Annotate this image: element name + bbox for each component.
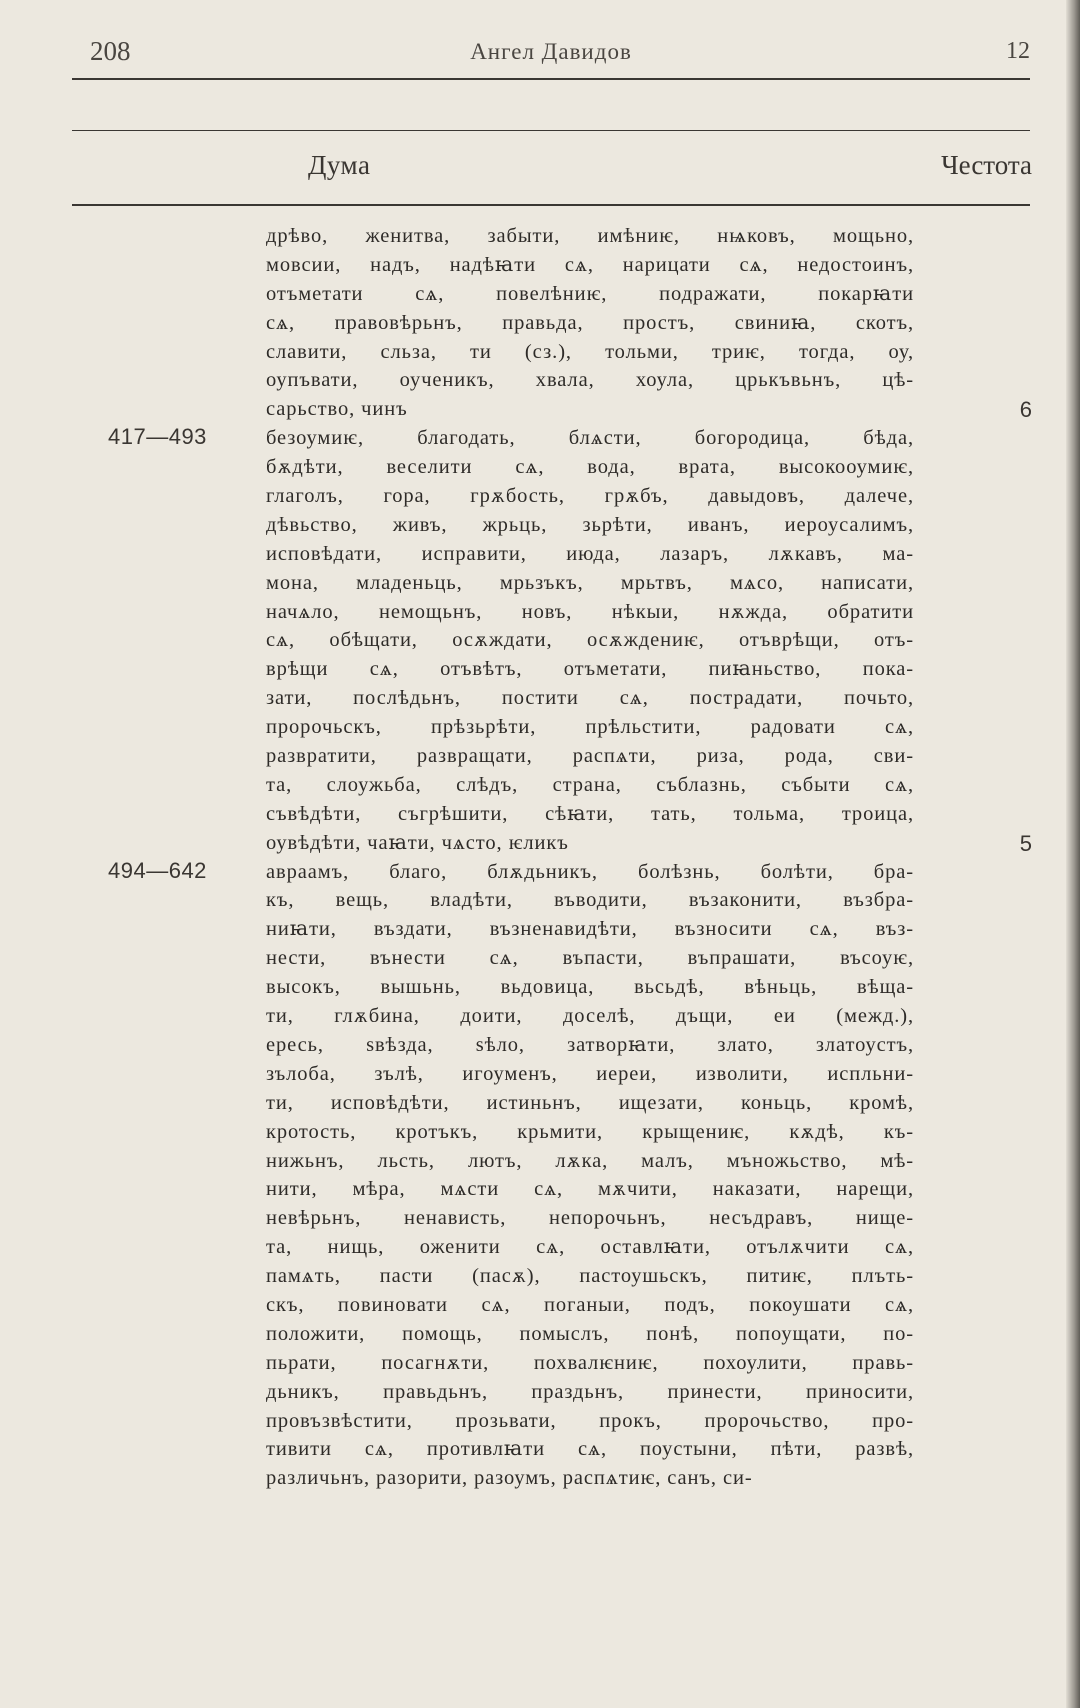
row-frequency: 6 [1019,397,1032,423]
word-list-line: сарьство, чинъ [266,398,408,421]
word-list-line: нести, вънести сѧ, въпасти, въпрашати, въсоуѥ, [266,947,914,970]
word-list-line: ниꙗти, въздати, възненавидѣти, възносити сѧ, въз- [266,918,914,941]
word-list-line: нити, мѣра, мѧсти сѧ, мѫчити, наказати, нарещи, [266,1178,914,1201]
word-list-line: ересь, ѕвѣзда, ѕѣло, затворꙗти, злато, златоустъ, [266,1033,914,1056]
page-number: 208 [90,36,131,66]
word-list-line: глаголъ, гора, грѫбость, грѫбъ, давыдовъ, далече, [266,485,914,508]
word-list-line: сѧ, обѣщати, осѫждати, осѫждениѥ, отъврѣщи, отъ- [266,629,914,652]
word-list-line: безоумиѥ, благодать, блѧсти, богородица, бѣда, [266,427,914,450]
word-list-line: къ, вещь, владѣти, въводити, възаконити, възбра- [266,889,914,912]
word-list-line: оувѣдѣти, чаꙗти, чѧсто, ѥликъ [266,831,569,854]
column-header-word: Дума [308,150,371,180]
word-list-line: зълоба, зълѣ, игоуменъ, иереи, изволити, испльни- [266,1062,914,1085]
word-list-line: отъметати сѧ, повелѣниѥ, подражати, покарꙗти [266,282,914,305]
word-list-line: та, нищь, оженити сѧ, оставлꙗти, отълѫчити сѧ, [266,1236,914,1259]
word-list-line: ти, исповѣдѣти, истиньнъ, ищезати, коньць, кромѣ, [266,1091,914,1114]
word-list-line: дьникъ, правьдьнъ, праздьнъ, принести, приносити, [266,1380,914,1403]
column-header-frequency: Честота [941,150,1032,180]
running-head-author: Ангел Давидов [470,39,632,64]
word-list-line: ти, глѫбина, доити, доселѣ, дъщи, еи (межд.), [266,1005,914,1028]
word-list-line: провъзвѣстити, прозьвати, прокъ, пророчьство, про- [266,1409,914,1432]
word-list-line: исповѣдати, исправити, июда, лазаръ, лѫкавъ, ма- [266,542,914,565]
word-list-line: бѫдѣти, веселити сѧ, вода, врата, высокооумиѥ, [266,456,914,479]
word-list-line: невѣрьнъ, ненависть, непорочьнъ, несъдравъ, нище- [266,1207,914,1230]
word-list-line: славити, сльза, ти (сз.), тольми, триѥ, тогда, оу, [266,340,914,363]
word-list-line: съвѣдѣти, съгрѣшити, сѣꙗти, тать, тольма, троица, [266,802,914,825]
word-list-line: развратити, развращати, распѧти, риза, рода, сви- [266,745,914,768]
word-list-line: положити, помощь, помыслъ, понѣ, попоущати, по- [266,1322,914,1345]
running-head [72,32,1030,72]
word-list-line: дѣвьство, живъ, жрьць, зьрѣти, иванъ, иероусалимъ, [266,513,914,536]
row-frequency: 5 [1019,830,1032,856]
word-list-line: мовсии, надъ, надѣꙗти сѧ, нарицати сѧ, недостоинъ, [266,253,914,276]
word-list-line: сѧ, правовѣрьнъ, правьда, простъ, свиниꙗ, скотъ, [266,311,914,334]
table-header-rule [72,204,1030,206]
row-range: 417—493 [108,424,207,450]
word-list-line: скъ, повиновати сѧ, поганыи, подъ, покоушати сѧ, [266,1293,914,1316]
word-list-line: пророчьскъ, прѣзьрѣти, прѣльстити, радовати сѧ, [266,716,914,739]
top-rule [72,78,1030,80]
table-row [0,222,1080,424]
section-number: 12 [1006,38,1030,64]
word-list-line: памѧть, пасти (пасѫ), пастоушьскъ, питиѥ, плъть- [266,1265,914,1288]
table-top-rule [72,130,1030,131]
word-list-line: тивити сѧ, противлꙗти сѧ, поустыни, пѣти, развѣ, [266,1438,914,1461]
word-list-line: авраамъ, благо, блѫдьникъ, болѣзнь, болѣти, бра- [266,860,914,883]
word-list-line: нижьнъ, льсть, лютъ, лѫка, малъ, мъножьство, мѣ- [266,1149,914,1172]
word-list-line: дрѣво, женитва, забыти, имѣниѥ, нѩковъ, мощьно, [266,225,914,247]
table-body [0,222,1080,1493]
row-range: 494—642 [108,857,207,883]
word-list-line: мона, младеньць, мрьзъкъ, мрьтвъ, мѧсо, написати, [266,571,914,594]
word-list-line: пьрати, посагнѫти, похвалѥниѥ, похоулити, правь- [266,1351,914,1374]
word-list-line: различьнъ, разорити, разоумъ, распѧтиѥ, санъ, си- [266,1467,753,1490]
table-row [0,858,1080,1494]
table-column-header [72,150,1030,190]
word-list-line: зати, послѣдьнъ, постити сѧ, пострадати, почьто, [266,687,914,710]
word-list-line: начѧло, немощьнъ, новъ, нѣкыи, нѫжда, обратити [266,600,914,623]
word-list-line: врѣщи сѧ, отъвѣтъ, отъметати, пиꙗньство, пока- [266,658,914,681]
word-list-line: оупъвати, оученикъ, хвала, хоула, црькъвьнъ, цѣ- [266,369,914,392]
word-list-line: кротость, кротъкъ, крьмити, крыщениѥ, кѫдѣ, къ- [266,1120,914,1143]
word-list-line: высокъ, вышьнь, вьдовица, вьсьдѣ, вѣньць, вѣща- [266,976,914,999]
word-list-line: та, слоужьба, слѣдъ, страна, съблазнь, събыти сѧ, [266,773,914,796]
table-row [0,424,1080,857]
